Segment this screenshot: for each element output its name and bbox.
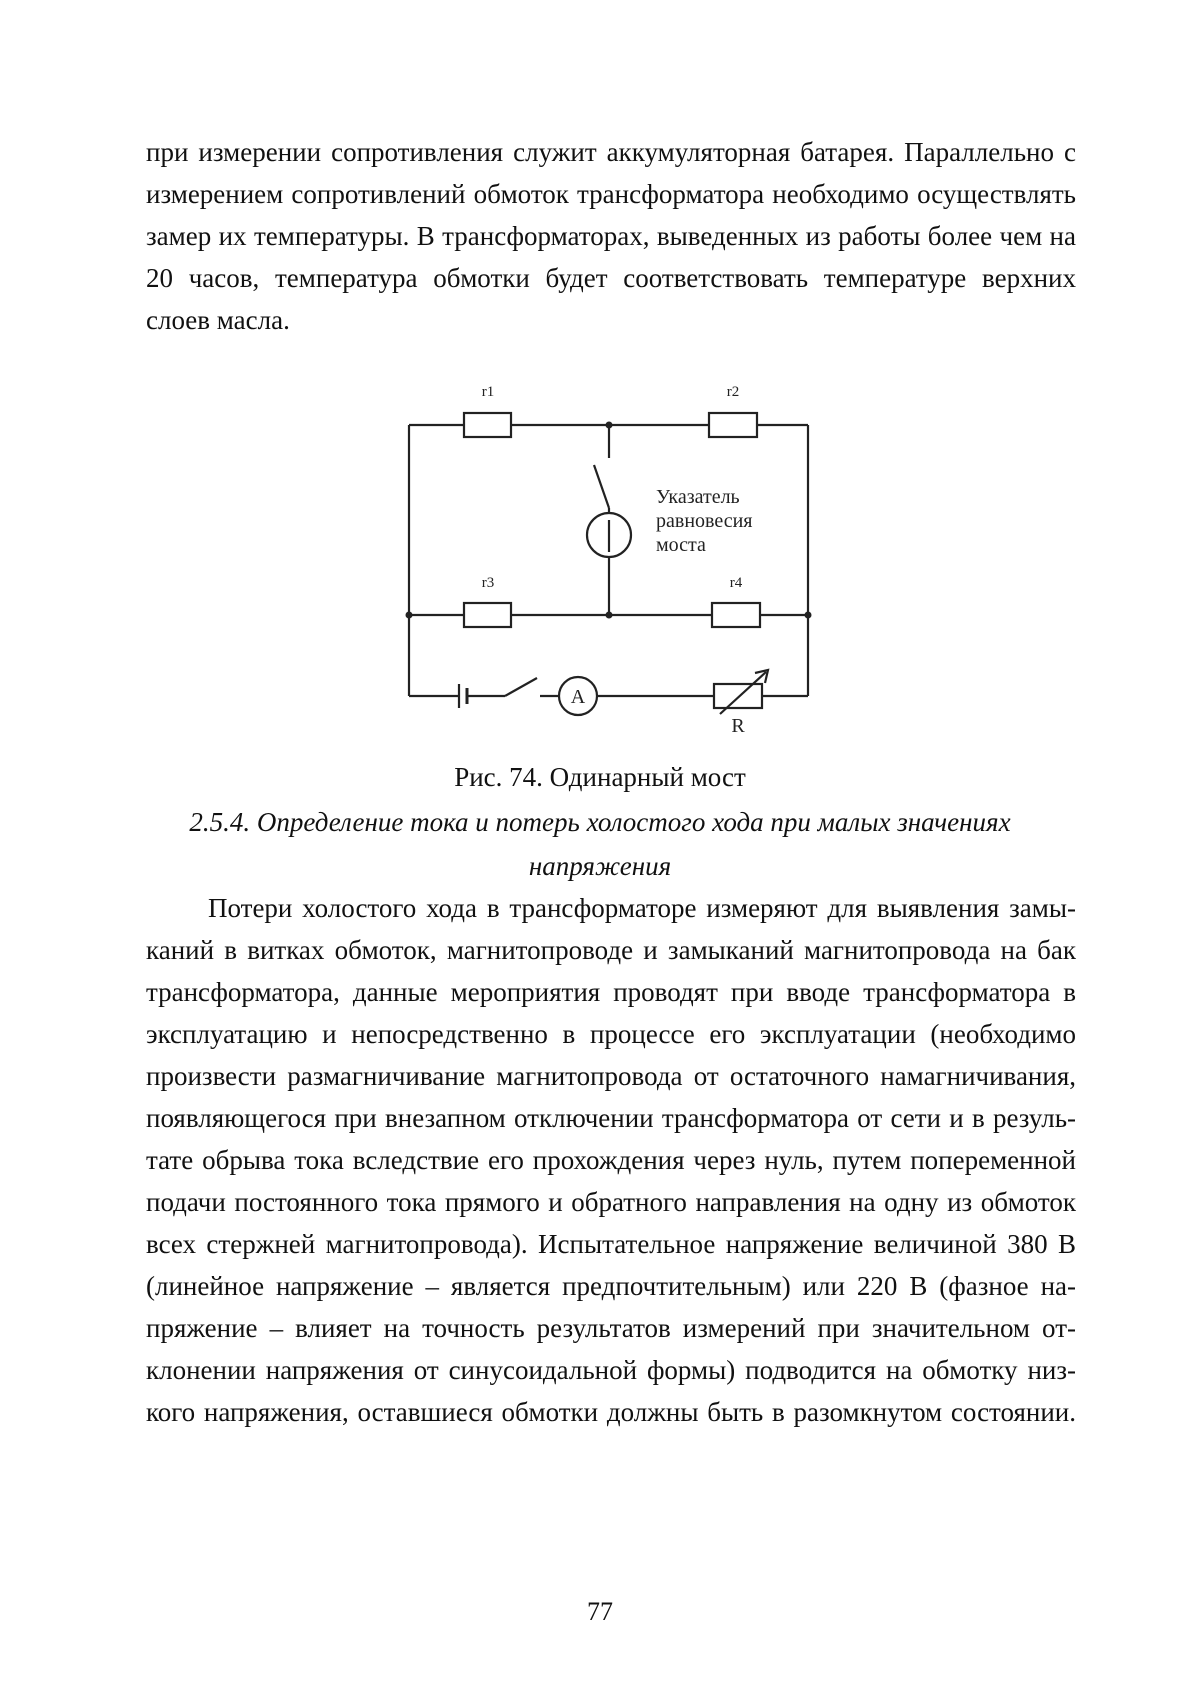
text-line: (линейное напряжение – является предпочтительным) или 220 В (фазное на- [146,1271,1076,1301]
text-line: слоев масла. [146,305,290,335]
indicator-label-line: моста [656,534,706,556]
figure-caption: Рис. 74. Одинарный мост [454,762,746,792]
text-line: измерением сопротивлений обмоток трансформатора необходимо осуществлять [146,179,1076,209]
page-number: 77 [587,1597,613,1626]
text-line: кого напряжения, оставшиеся обмотки должны быть в разомкнутом состоянии. [146,1397,1076,1427]
resistor-r2-icon [709,413,757,437]
label-ammeter: A [570,686,586,708]
section-heading [0,800,1200,888]
body-paragraph [146,887,1076,1433]
text-line: произвести размагничивание магнитопровода от остаточного намагничивания, [146,1061,1076,1091]
bridge-circuit-diagram [0,0,1200,760]
junction-dot [805,612,812,619]
label-r2: r2 [726,384,740,400]
label-rheostat: R [731,715,745,737]
junction-dot [606,422,613,429]
text-line: появляющегося при внезапном отключении трансформатора от сети и в резуль- [146,1103,1076,1133]
text-line: Потери холостого хода в трансформаторе измеряют для выявления замы- [208,893,1076,923]
text-line: пряжение – влияет на точность результатов измерений при значительном от- [146,1313,1076,1343]
text-line: трансформатора, данные мероприятия проводят при вводе трансформатора в [146,977,1076,1007]
indicator-label-line: равновесия [656,510,753,532]
junction-dot [606,612,613,619]
resistor-r4-icon [712,603,760,627]
label-r1: r1 [481,384,495,400]
resistor-r3-icon [464,603,511,627]
supply-switch [505,678,537,696]
text-line: эксплуатацию и непосредственно в процессе его эксплуатации (необходимо [146,1019,1076,1049]
text-line: каний в витках обмоток, магнитопроводе и замыканий магнитопровода на бак [146,935,1076,965]
text-line: замер их температуры. В трансформаторах, выведенных из работы более чем на [146,221,1076,251]
text-line: подачи постоянного тока прямого и обратного направления на одну из обмоток [146,1187,1076,1217]
label-r3: r3 [481,575,495,591]
section-heading-line: 2.5.4. Определение тока и потерь холостого хода при малых значениях [189,807,1011,837]
text-line: 20 часов, температура обмотки будет соответствовать температуре верхних [146,263,1076,293]
label-r4: r4 [729,575,743,591]
text-line: тате обрыва тока вследствие его прохождения через нуль, путем попеременной [146,1145,1076,1175]
indicator-label-line: Указатель [656,486,740,508]
resistor-r1-icon [464,413,511,437]
junction-dot [406,612,413,619]
section-heading-line: напряжения [528,851,672,881]
text-line: при измерении сопротивления служит аккумуляторная батарея. Параллельно с [146,137,1076,167]
rheostat-icon [714,684,762,708]
text-line: всех стержней магнитопровода). Испытательное напряжение величиной 380 В [146,1229,1076,1259]
text-line: клонении напряжения от синусоидальной формы) подводится на обмотку низ- [146,1355,1076,1385]
indicator-switch [594,465,609,508]
